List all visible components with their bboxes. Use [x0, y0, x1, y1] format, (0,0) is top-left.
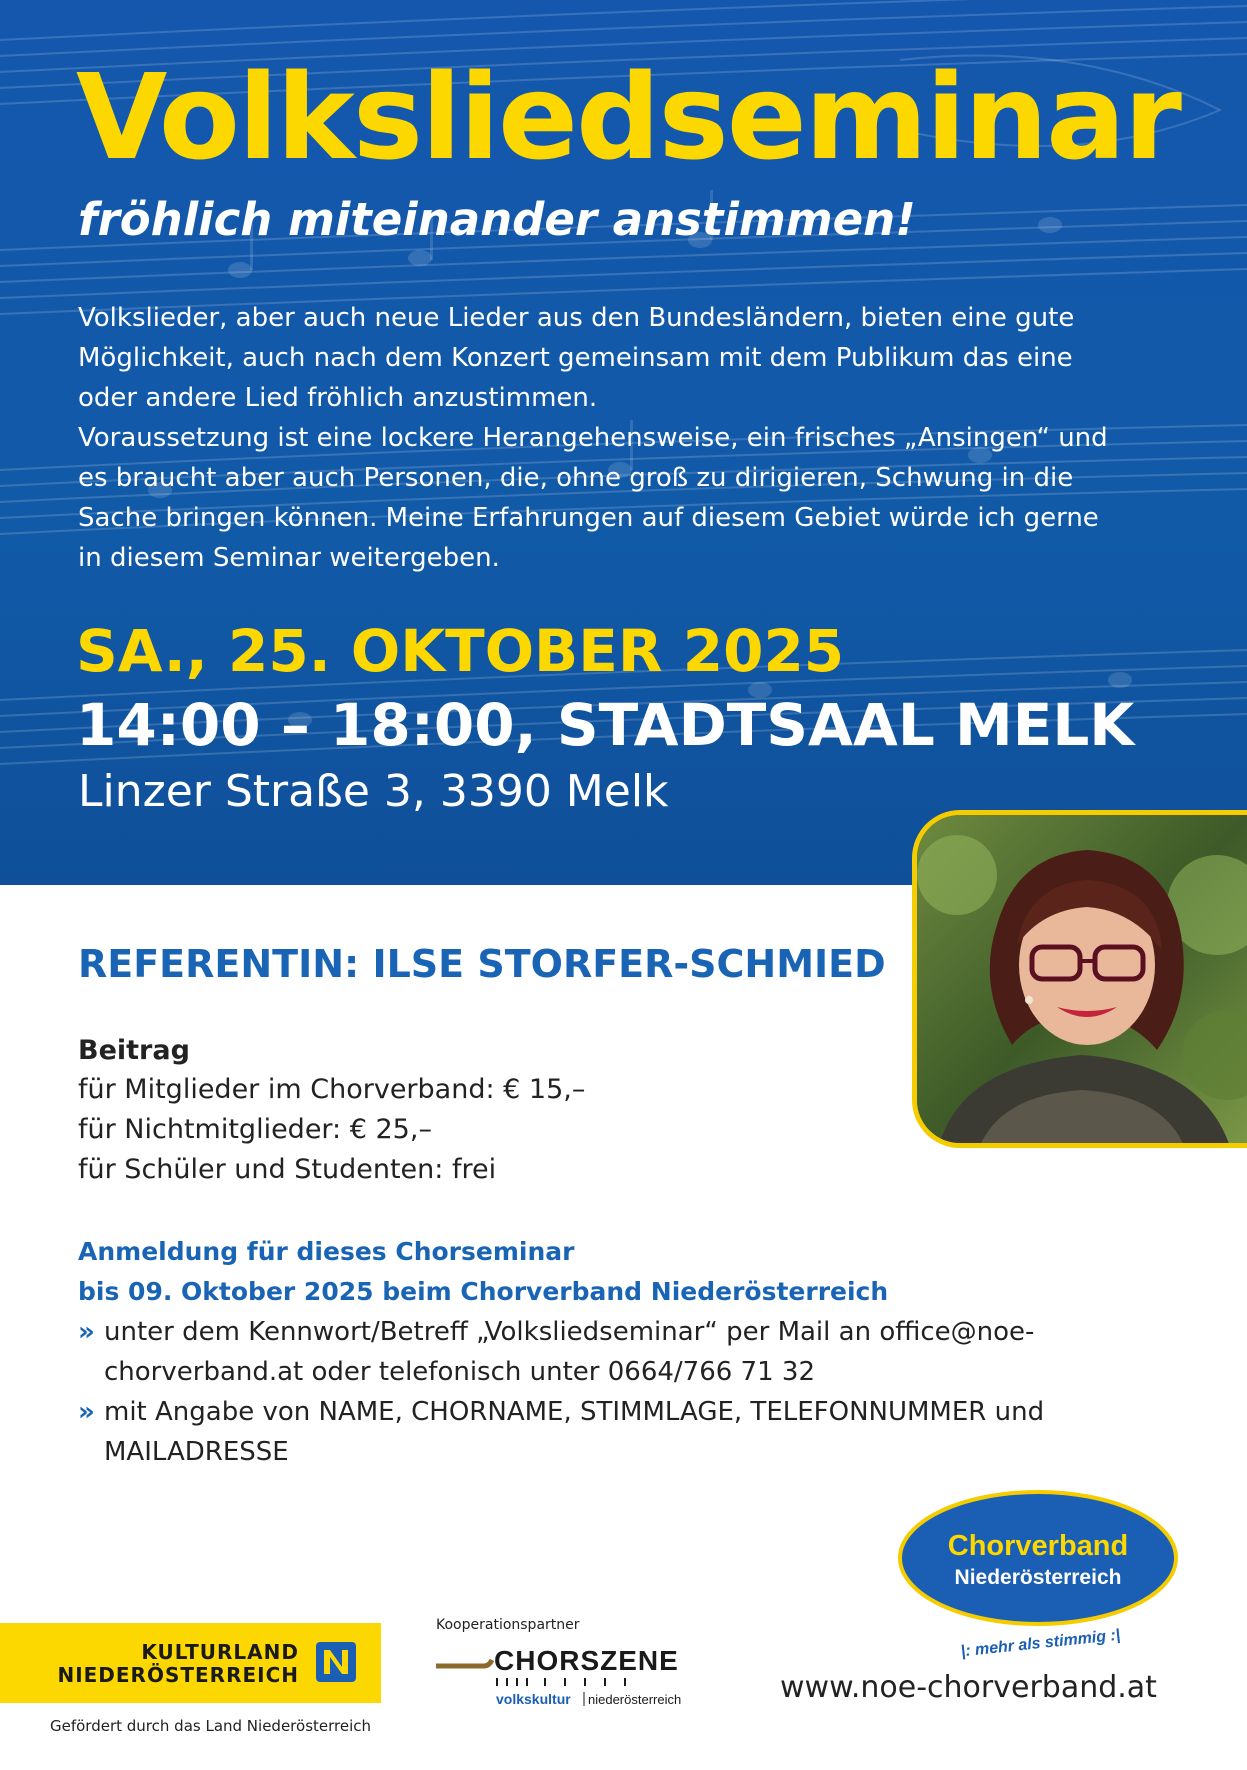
fees-section — [78, 1032, 585, 1190]
fees-heading: Beitrag — [78, 1035, 190, 1066]
registration-heading: Anmeldung für dieses Chorseminar — [78, 1237, 575, 1266]
registration-item-text: unter dem Kennwort/Betreff „Volksliedseminar“ per Mail an office@noe-chorverband.at oder telefonisch unter 0664/766 71 32 — [104, 1317, 1035, 1387]
list-item — [78, 1392, 1078, 1472]
registration-section — [78, 1232, 1078, 1472]
speaker-portrait-image — [917, 815, 1247, 1148]
chorverband-logo-line1: Chorverband — [947, 1530, 1129, 1562]
speaker-photo — [912, 810, 1247, 1148]
chorverband-logo-line2: Niederösterreich — [954, 1566, 1122, 1589]
bullet-icon: » — [78, 1317, 95, 1347]
registration-list — [78, 1312, 1078, 1472]
intro-line: Sache bringen können. Meine Erfahrungen auf diesem Gebiet würde ich gerne — [78, 503, 1099, 533]
bullet-icon: » — [78, 1397, 95, 1427]
chorszene-name: CHORSZENE — [494, 1645, 679, 1676]
funding-note: Gefördert durch das Land Niederösterreich — [50, 1717, 372, 1735]
kulturland-logo — [0, 1623, 381, 1703]
event-date: SA., 25. OKTOBER 2025 — [76, 617, 845, 685]
fee-line: für Mitglieder im Chorverband: € 15,– — [78, 1074, 586, 1105]
chorszene-logo — [434, 1640, 704, 1710]
chorszene-sub1: volkskultur — [496, 1691, 571, 1707]
registration-deadline: bis 09. Oktober 2025 beim Chorverband Niederösterreich — [78, 1277, 889, 1306]
intro-line: es braucht aber auch Personen, die, ohne groß zu dirigieren, Schwung in die — [78, 463, 1074, 493]
intro-text — [78, 298, 1128, 578]
chorszene-sub2: niederösterreich — [588, 1692, 682, 1707]
kulturland-line2: NIEDERÖSTERREICH — [57, 1663, 299, 1687]
noe-emblem-icon — [315, 1641, 357, 1683]
chorverband-tagline: |: mehr als stimmig :| — [960, 1626, 1122, 1661]
page-subtitle: fröhlich miteinander anstimmen! — [78, 193, 916, 246]
intro-line: oder andere Lied fröhlich anzustimmen. — [78, 383, 598, 413]
list-item — [78, 1312, 1078, 1392]
fee-line: für Schüler und Studenten: frei — [78, 1154, 497, 1185]
partner-label: Kooperationspartner — [436, 1617, 580, 1633]
speaker-heading: REFERENTIN: ILSE STORFER-SCHMIED — [78, 942, 886, 986]
event-address: Linzer Straße 3, 3390 Melk — [78, 766, 669, 817]
registration-item-text: mit Angabe von NAME, CHORNAME, STIMMLAGE, TELEFONNUMMER und MAILADRESSE — [104, 1397, 1045, 1467]
fee-line: für Nichtmitglieder: € 25,– — [78, 1114, 432, 1145]
event-time-place: 14:00 – 18:00, STADTSAAL MELK — [76, 691, 1135, 759]
website-link[interactable]: www.noe-chorverband.at — [780, 1670, 1157, 1705]
chorverband-logo — [893, 1488, 1193, 1663]
kulturland-text — [57, 1641, 299, 1687]
page-title: Volksliedseminar — [76, 48, 1180, 186]
intro-line: Volkslieder, aber auch neue Lieder aus den Bundesländern, bieten eine gute — [78, 303, 1075, 333]
intro-line: Möglichkeit, auch nach dem Konzert gemeinsam mit dem Publikum das eine — [78, 343, 1073, 373]
intro-line: Voraussetzung ist eine lockere Herangehensweise, ein frisches „Ansingen“ und — [78, 423, 1108, 453]
kulturland-line1: KULTURLAND — [141, 1640, 299, 1664]
intro-line: in diesem Seminar weitergeben. — [78, 543, 500, 573]
